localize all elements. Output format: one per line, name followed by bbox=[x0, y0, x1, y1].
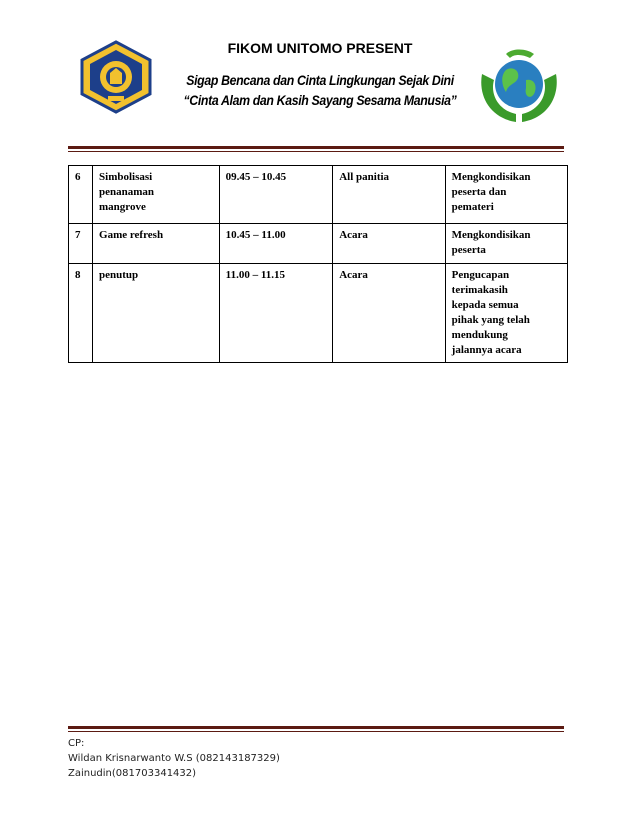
cell-line: penanaman bbox=[99, 186, 155, 198]
cell-no: 7 bbox=[69, 224, 93, 264]
cell-line: peserta dan bbox=[451, 186, 507, 198]
cell-line: Pengucapan bbox=[451, 269, 510, 281]
schedule-table bbox=[68, 165, 568, 363]
table-row bbox=[69, 264, 568, 363]
cell-line: terimakasih bbox=[451, 284, 508, 296]
cell-ket bbox=[445, 166, 567, 224]
contact-wildan: Wildan Krisnarwanto W.S (082143187329) bbox=[68, 753, 280, 764]
document-tagline: “Cinta Alam dan Kasih Sayang Sesama Manusia” bbox=[183, 92, 457, 108]
cell-waktu: 09.45 – 10.45 bbox=[219, 166, 333, 224]
cell-pj: Acara bbox=[333, 224, 445, 264]
table-row bbox=[69, 224, 568, 264]
cell-line: pemateri bbox=[451, 201, 494, 213]
cell-waktu: 10.45 – 11.00 bbox=[219, 224, 333, 264]
cell-line: Simbolisasi bbox=[99, 171, 153, 183]
table-row bbox=[69, 166, 568, 224]
cell-kegiatan bbox=[93, 224, 220, 264]
university-logo-icon bbox=[80, 40, 152, 114]
cell-line: Mengkondisikan bbox=[451, 229, 531, 241]
cell-no: 8 bbox=[69, 264, 93, 363]
cell-waktu: 11.00 – 11.15 bbox=[219, 264, 333, 363]
cell-no: 6 bbox=[69, 166, 93, 224]
cell-ket bbox=[445, 224, 567, 264]
cell-line: mendukung bbox=[451, 329, 508, 341]
cell-line: pihak yang telah bbox=[451, 314, 530, 326]
document-subtitle: Sigap Bencana dan Cinta Lingkungan Sejak Dini bbox=[186, 72, 454, 88]
cell-pj: Acara bbox=[333, 264, 445, 363]
cell-line: penutup bbox=[99, 269, 139, 281]
contact-footer bbox=[68, 736, 568, 781]
cell-line: mangrove bbox=[99, 201, 146, 213]
page-header bbox=[0, 0, 638, 160]
contact-zainudin: Zainudin(081703341432) bbox=[68, 768, 197, 779]
footer-rule bbox=[68, 726, 564, 732]
cell-pj: All panitia bbox=[333, 166, 445, 224]
globe-in-hands-icon bbox=[476, 40, 562, 126]
header-rule bbox=[68, 146, 564, 152]
cell-kegiatan bbox=[93, 166, 220, 224]
document-title: FIKOM UNITOMO PRESENT bbox=[227, 40, 413, 56]
cell-kegiatan bbox=[93, 264, 220, 363]
cell-line: Game refresh bbox=[99, 229, 164, 241]
cell-line: peserta bbox=[451, 244, 486, 256]
cell-line: Mengkondisikan bbox=[451, 171, 531, 183]
cp-label: CP: bbox=[68, 738, 85, 749]
cell-line: kepada semua bbox=[451, 299, 519, 311]
cell-line: jalannya acara bbox=[451, 344, 522, 356]
cell-ket bbox=[445, 264, 567, 363]
